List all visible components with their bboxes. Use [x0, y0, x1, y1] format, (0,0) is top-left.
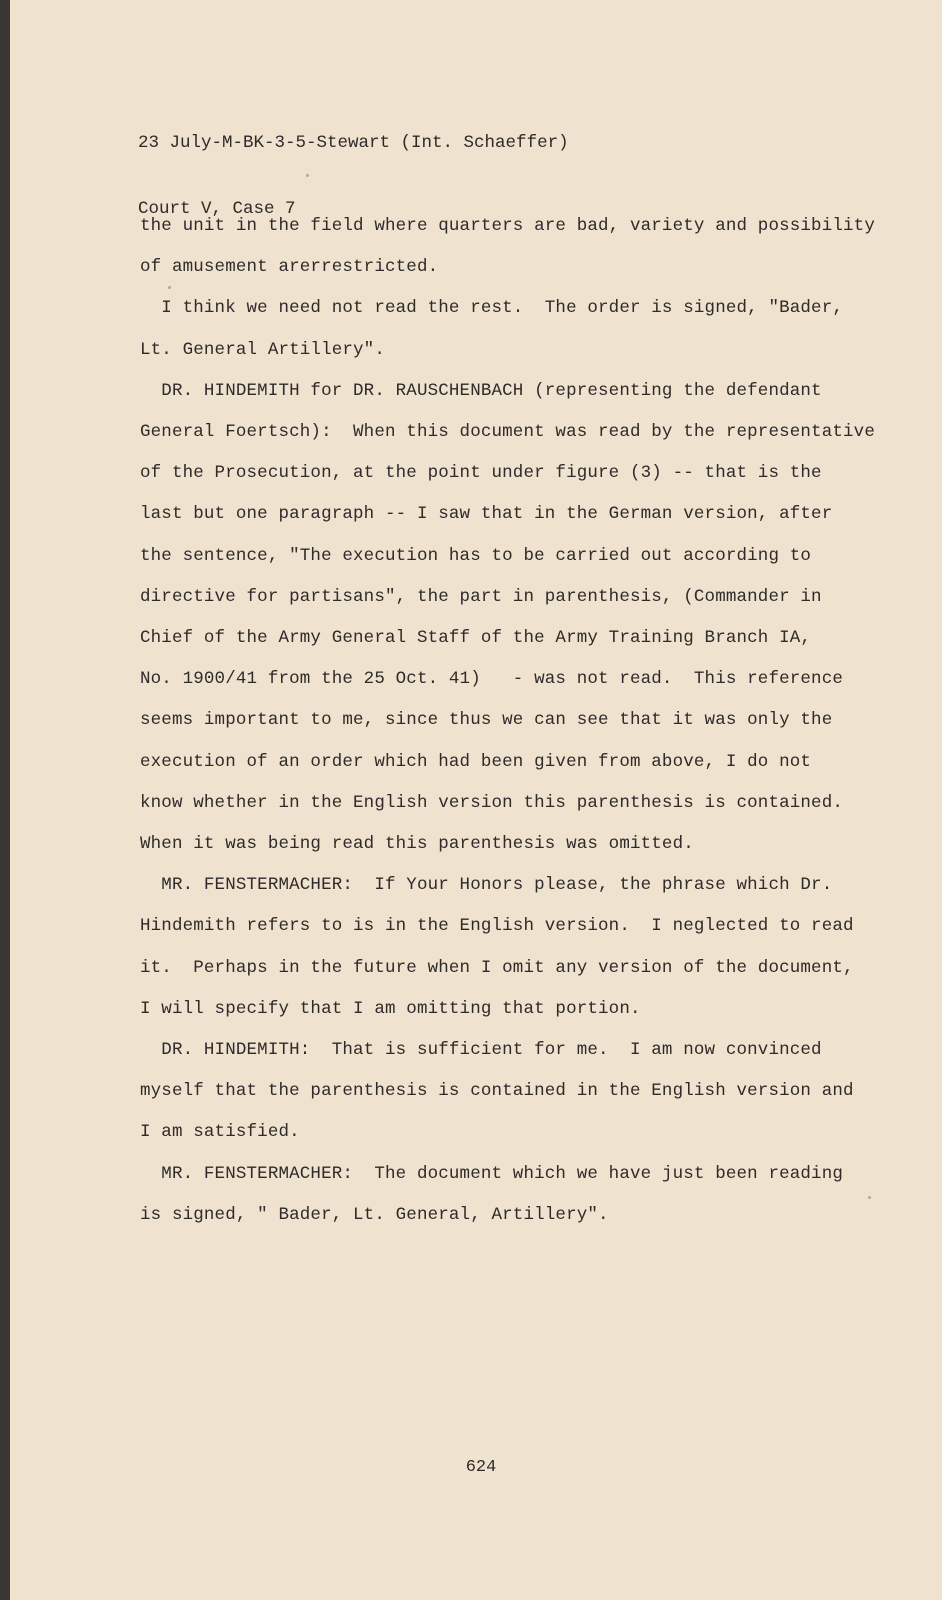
- transcript-line: General Foertsch): When this document was read by the representative: [140, 422, 875, 443]
- transcript-line: MR. FENSTERMACHER: If Your Honors please, the phrase which Dr.: [140, 875, 833, 896]
- transcript-line: seems important to me, since thus we can see that it was only the: [140, 710, 833, 731]
- transcript-line: DR. HINDEMITH for DR. RAUSCHENBACH (representing the defendant: [140, 380, 822, 401]
- transcript-line: last but one paragraph -- I saw that in the German version, after: [140, 504, 833, 525]
- transcript-line: directive for partisans", the part in parenthesis, (Commander in: [140, 586, 822, 607]
- header-court-case: Court V, Case 7: [138, 199, 296, 219]
- transcript-line: know whether in the English version this parenthesis is contained.: [140, 792, 844, 813]
- transcript-line: execution of an order which had been given from above, I do not: [140, 751, 812, 772]
- paper-speck: [168, 286, 171, 289]
- transcript-line: No. 1900/41 from the 25 Oct. 41) - was not read. This reference: [140, 669, 844, 690]
- page-number: 624: [465, 1458, 497, 1477]
- paper-speck: [306, 174, 309, 177]
- transcript-line: I will specify that I am omitting that portion.: [140, 998, 641, 1019]
- transcript-line: of the Prosecution, at the point under figure (3) -- that is the: [140, 463, 822, 484]
- transcript-line: the sentence, "The execution has to be carried out according to: [140, 545, 812, 566]
- transcript-line: When it was being read this parenthesis was omitted.: [140, 834, 694, 855]
- transcript-line: Lt. General Artillery".: [140, 339, 385, 360]
- transcript-line: Hindemith refers to is in the English version. I neglected to read: [140, 916, 854, 937]
- header-case-reference: 23 July-M-BK-3-5-Stewart (Int. Schaeffer): [138, 133, 569, 153]
- paper-speck: [868, 1196, 871, 1199]
- transcript-line: it. Perhaps in the future when I omit any version of the document,: [140, 957, 854, 978]
- transcript-line: I think we need not read the rest. The order is signed, "Bader,: [140, 298, 844, 319]
- transcript-line: of amusement arerrestricted.: [140, 257, 439, 278]
- transcript-line: Chief of the Army General Staff of the Army Training Branch IA,: [140, 628, 812, 649]
- transcript-line: is signed, " Bader, Lt. General, Artillery".: [140, 1204, 609, 1225]
- transcript-line: myself that the parenthesis is contained in the English version and: [140, 1081, 854, 1102]
- transcript-body: [140, 206, 875, 1236]
- transcript-line: the unit in the field where quarters are bad, variety and possibility: [140, 216, 875, 236]
- transcript-line: MR. FENSTERMACHER: The document which we have just been reading: [140, 1163, 844, 1184]
- transcript-line: I am satisfied.: [140, 1122, 300, 1143]
- transcript-line: DR. HINDEMITH: That is sufficient for me. I am now convinced: [140, 1040, 822, 1061]
